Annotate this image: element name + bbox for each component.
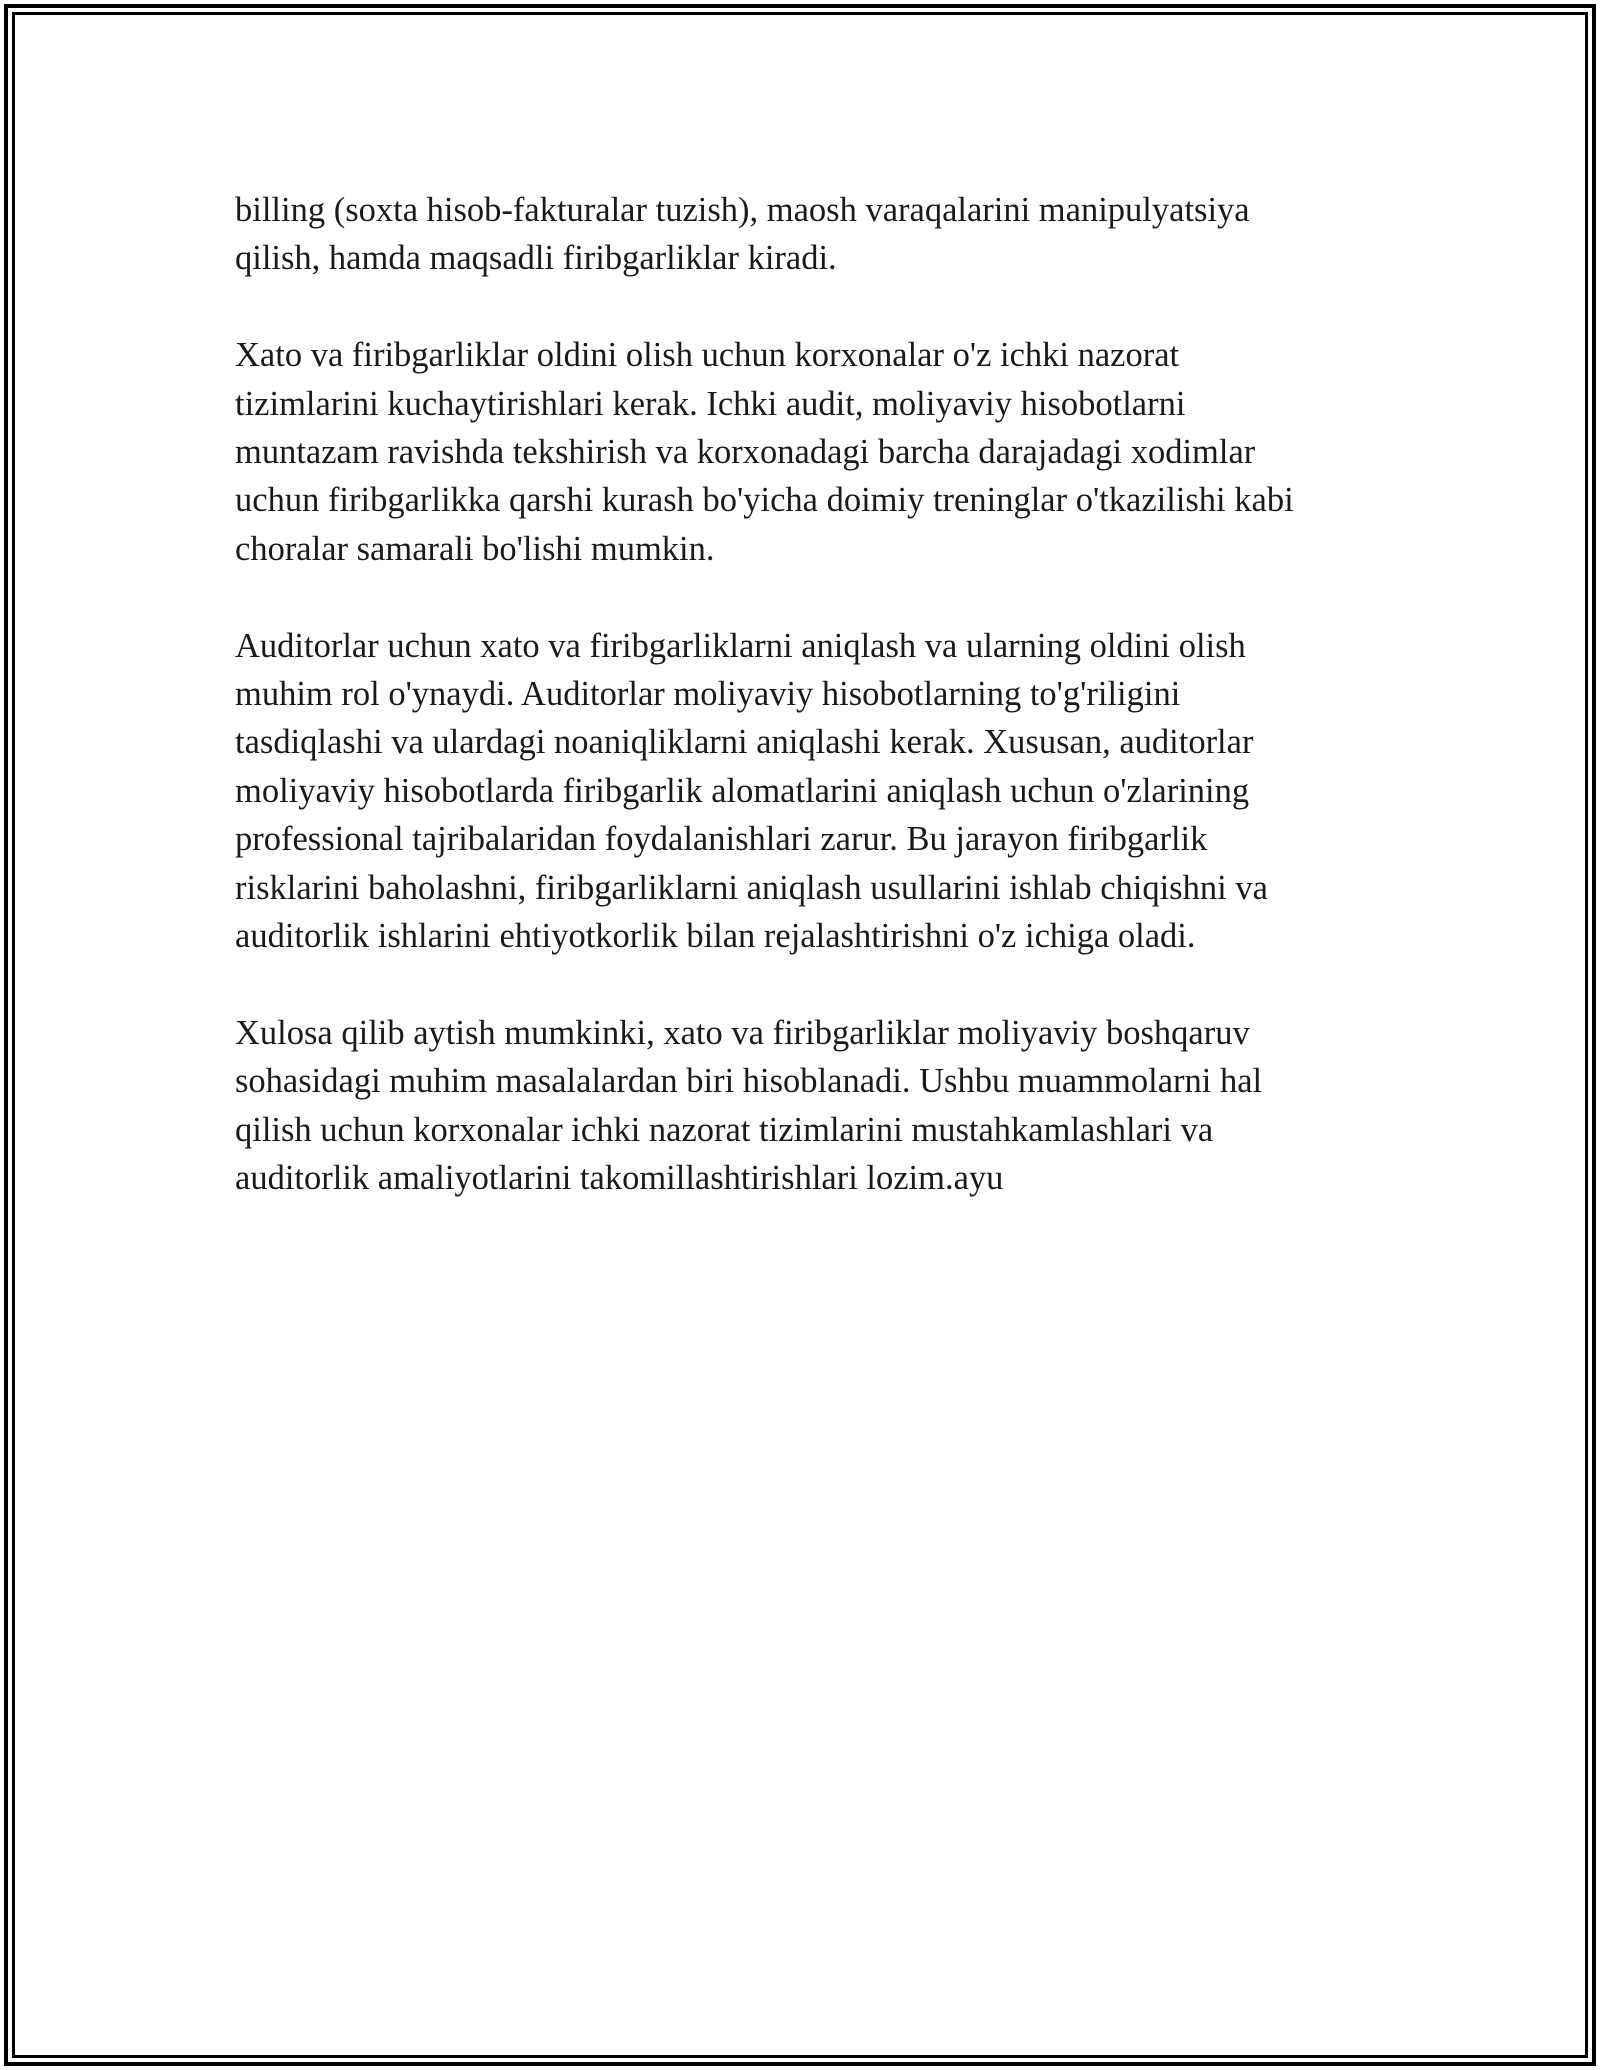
text-line: tasdiqlashi va ulardagi noaniqliklarni aniqlashi kerak. Xususan, auditorlar	[235, 723, 1254, 762]
text-line: uchun firibgarlikka qarshi kurash bo'yicha doimiy treninglar o'tkazilishi kabi	[235, 481, 1294, 520]
text-line: tizimlarini kuchaytirishlari kerak. Ichki audit, moliyaviy hisobotlarni	[235, 384, 1186, 423]
paragraph-1	[235, 186, 1395, 283]
text-line: qilish, hamda maqsadli firibgarliklar kiradi.	[235, 239, 837, 278]
text-line: Auditorlar uchun xato va firibgarliklarni aniqlash va ularning oldini olish	[235, 626, 1246, 665]
text-line: risklarini baholashni, firibgarliklarni aniqlash usullarini ishlab chiqishni va	[235, 868, 1268, 907]
paragraph-3	[235, 622, 1395, 961]
paragraph-2	[235, 331, 1395, 573]
text-line: sohasidagi muhim masalalardan biri hisoblanadi. Ushbu muammolarni hal	[235, 1062, 1263, 1101]
paragraph-4	[235, 1009, 1395, 1203]
text-line: muntazam ravishda tekshirish va korxonadagi barcha darajadagi xodimlar	[235, 433, 1256, 472]
text-line: muhim rol o'ynaydi. Auditorlar moliyaviy hisobotlarning to'g'riligini	[235, 675, 1181, 714]
text-line: moliyaviy hisobotlarda firibgarlik alomatlarini aniqlash uchun o'zlarining	[235, 771, 1250, 810]
document-body	[235, 186, 1395, 1251]
text-line: auditorlik ishlarini ehtiyotkorlik bilan rejalashtirishni o'z ichiga oladi.	[235, 917, 1196, 956]
text-line: choralar samarali bo'lishi mumkin.	[235, 529, 715, 568]
text-line: billing (soxta hisob-fakturalar tuzish), maosh varaqalarini manipulyatsiya	[235, 191, 1250, 229]
text-line: Xato va firibgarliklar oldini olish uchun korxonalar o'z ichki nazorat	[235, 336, 1180, 375]
text-line: auditorlik amaliyotlarini takomillashtirishlari lozim.ayu	[235, 1159, 1004, 1198]
text-line: qilish uchun korxonalar ichki nazorat tizimlarini mustahkamlashlari va	[235, 1110, 1214, 1149]
text-line: Xulosa qilib aytish mumkinki, xato va firibgarliklar moliyaviy boshqaruv	[235, 1013, 1250, 1052]
text-line: professional tajribalaridan foydalanishlari zarur. Bu jarayon firibgarlik	[235, 820, 1208, 859]
